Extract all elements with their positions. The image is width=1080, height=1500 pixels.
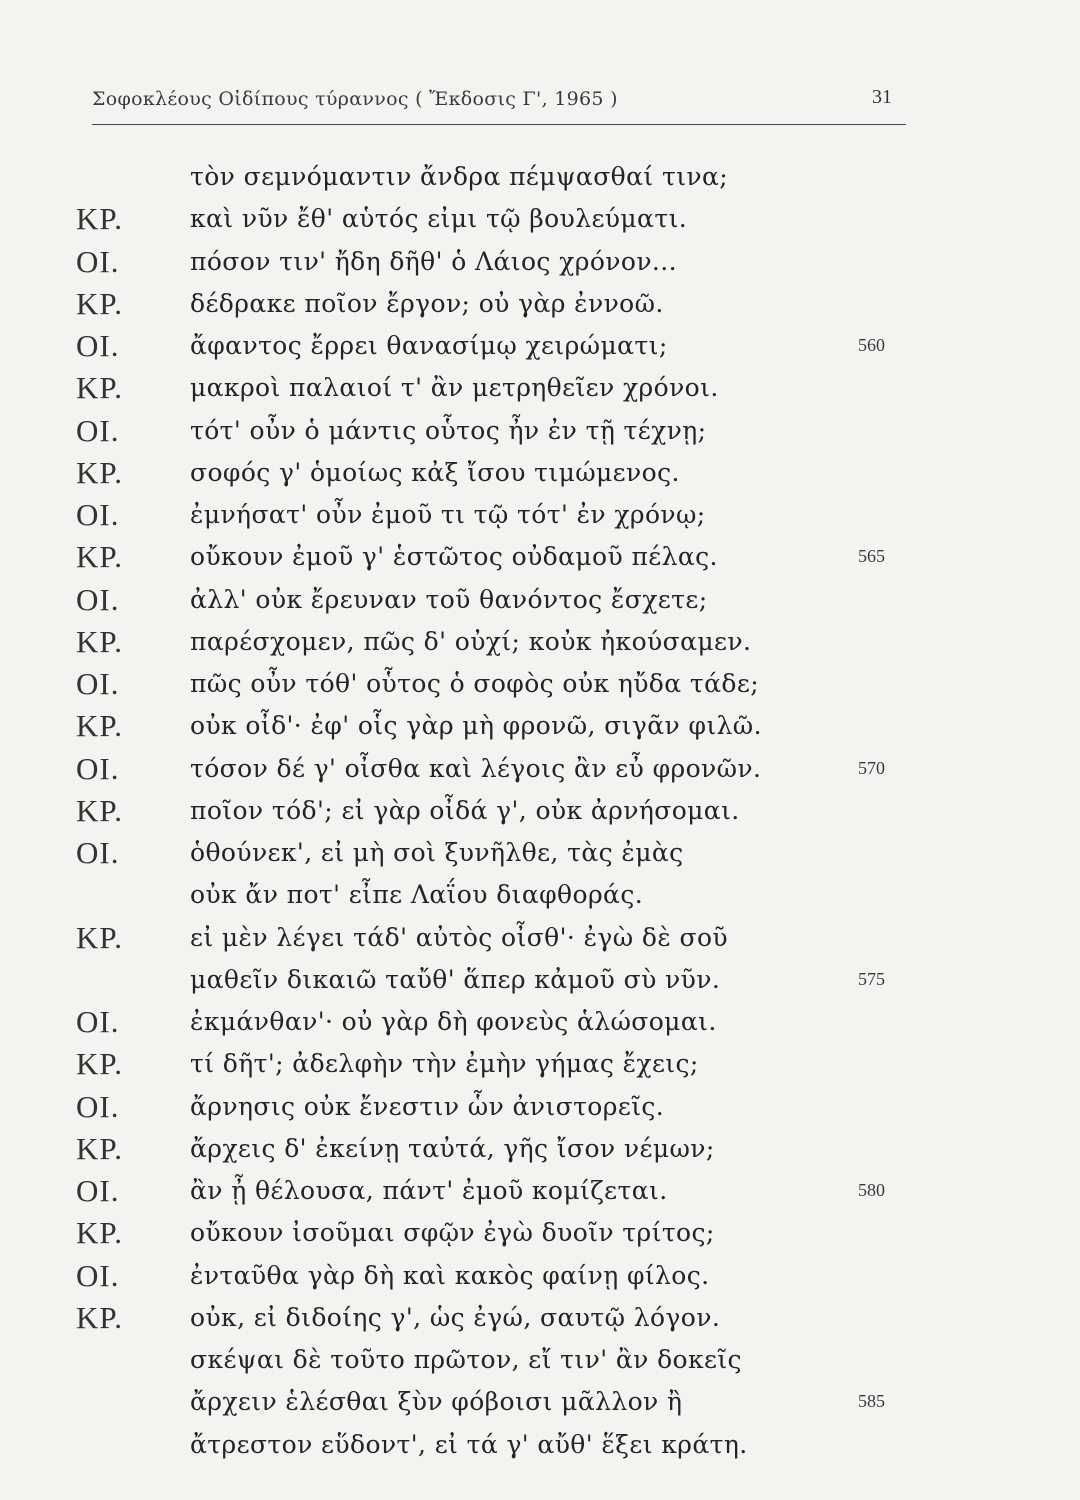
speaker-label: ΚΡ.: [76, 201, 123, 237]
speaker-label: ΚΡ.: [76, 285, 123, 321]
verse-text: ἐνταῦθα γὰρ δὴ καὶ κακὸς φαίνῃ φίλος.: [190, 1260, 710, 1290]
verse-text: τότ' οὖν ὁ μάντις οὗτος ἦν ἐν τῇ τέχνῃ;: [190, 415, 707, 445]
verse-text: σκέψαι δὲ τοῦτο πρῶτον, εἴ τιν' ἂν δοκεῖς: [190, 1345, 742, 1374]
verse-line: [0, 536, 1080, 578]
verse-line: [0, 959, 1080, 1001]
verse-text: καὶ νῦν ἔθ' αὑτός εἰμι τῷ βουλεύματι.: [190, 204, 688, 234]
verse-line: [0, 663, 1080, 705]
speaker-label: ΚΡ.: [76, 623, 123, 659]
speaker-label: ΟΙ.: [76, 666, 120, 701]
verse-line: [0, 917, 1080, 959]
speaker-label: ΚΡ.: [76, 1046, 123, 1082]
verse-line: [0, 156, 1080, 198]
verse-text: ἄρνησις οὐκ ἔνεστιν ὧν ἀνιστορεῖς.: [190, 1091, 665, 1121]
speaker-label: ΚΡ.: [76, 919, 123, 955]
verse-line: [0, 283, 1080, 325]
verse-line: [0, 790, 1080, 832]
verse-text: παρέσχομεν, πῶς δ' οὐχί; κοὐκ ἠκούσαμεν.: [190, 626, 752, 656]
line-number: 575: [858, 968, 885, 989]
verse-text: εἰ μὲν λέγει τάδ' αὐτὸς οἶσθ'· ἐγὼ δὲ σοῦ: [190, 922, 728, 952]
verse-text: ἐμνήσατ' οὖν ἐμοῦ τι τῷ τότ' ἐν χρόνῳ;: [190, 500, 706, 529]
verse-text: ἐκμάνθαν'· οὐ γὰρ δὴ φονεὺς ἁλώσομαι.: [190, 1007, 717, 1036]
speaker-label: ΟΙ.: [76, 1004, 120, 1039]
speaker-label: ΟΙ.: [76, 1173, 120, 1208]
verse-text: οὐκ οἶδ'· ἐφ' οἷς γὰρ μὴ φρονῶ, σιγᾶν φιλῶ.: [190, 711, 762, 741]
verse-line: [0, 832, 1080, 874]
verse-text: ὁθούνεκ', εἰ μὴ σοὶ ξυνῆλθε, τὰς ἐμὰς: [190, 838, 684, 867]
speaker-label: ΚΡ.: [76, 1215, 123, 1251]
verse-line: [0, 1212, 1080, 1254]
verse-text: μαθεῖν δικαιῶ ταὔθ' ἅπερ κἀμοῦ σὺ νῦν.: [190, 964, 721, 994]
line-number: 580: [858, 1180, 885, 1200]
verse-text: ἄτρεστον εὕδοντ', εἰ τά γ' αὔθ' ἕξει κράτη.: [190, 1429, 748, 1459]
verse-line: [0, 1339, 1080, 1381]
speaker-label: ΟΙ.: [76, 835, 120, 870]
verse-text: οὐκ ἄν ποτ' εἶπε Λαΐου διαφθοράς.: [190, 880, 644, 910]
speaker-label: ΟΙ.: [76, 1088, 120, 1124]
speaker-label: ΚΡ.: [76, 792, 123, 828]
verse-text: οὔκουν ἐμοῦ γ' ἑστῶτος οὐδαμοῦ πέλας.: [190, 542, 718, 572]
verse-line: [0, 1043, 1080, 1085]
speaker-label: ΚΡ.: [76, 708, 123, 744]
verse-text: οὐκ, εἰ διδοίης γ', ὡς ἐγώ, σαυτῷ λόγον.: [190, 1302, 721, 1332]
verse-text: ἄρχεις δ' ἐκείνῃ ταὐτά, γῆς ἴσον νέμων;: [190, 1133, 715, 1163]
speaker-label: ΟΙ.: [76, 497, 120, 532]
speaker-label: ΚΡ.: [76, 539, 123, 575]
line-number: 565: [858, 546, 885, 567]
verse-line: [0, 748, 1080, 790]
verse-lines: [0, 156, 1080, 1466]
speaker-label: ΟΙ.: [76, 581, 120, 617]
verse-text: ἄφαντος ἔρρει θανασίμῳ χειρώματι;: [190, 331, 668, 360]
verse-text: δέδρακε ποῖον ἔργον; οὐ γὰρ ἐννοῶ.: [190, 288, 664, 318]
verse-text: σοφός γ' ὁμοίως κἀξ ἴσου τιμώμενος.: [190, 457, 680, 487]
speaker-label: ΟΙ.: [76, 328, 120, 363]
header-rule: [92, 124, 906, 125]
verse-line: [0, 1170, 1080, 1212]
verse-line: [0, 1297, 1080, 1339]
running-title: Σοφοκλέους Οἰδίπους τύραννος ( Ἔκδοσις Γ', 1965 ): [92, 88, 618, 110]
speaker-label: ΟΙ.: [76, 243, 120, 279]
line-number: 585: [858, 1391, 885, 1412]
verse-line: [0, 874, 1080, 916]
verse-line: [0, 1381, 1080, 1423]
verse-line: [0, 198, 1080, 240]
speaker-label: ΚΡ.: [76, 370, 123, 406]
speaker-label: ΟΙ.: [76, 750, 120, 786]
verse-line: [0, 367, 1080, 409]
speaker-label: ΚΡ.: [76, 1299, 123, 1335]
verse-line: [0, 579, 1080, 621]
line-number: 560: [858, 335, 885, 355]
line-number: 570: [858, 757, 885, 778]
verse-line: [0, 1128, 1080, 1170]
verse-text: ἂν ᾖ θέλουσα, πάντ' ἐμοῦ κομίζεται.: [190, 1176, 668, 1205]
verse-text: οὔκουν ἰσοῦμαι σφῷν ἐγὼ δυοῖν τρίτος;: [190, 1218, 715, 1248]
speaker-label: ΟΙ.: [76, 412, 120, 448]
verse-line: [0, 1086, 1080, 1128]
verse-text: μακροὶ παλαιοί τ' ἂν μετρηθεῖεν χρόνοι.: [190, 373, 719, 403]
verse-text: τί δῆτ'; ἀδελφὴν τὴν ἐμὴν γήμας ἔχεις;: [190, 1049, 699, 1079]
verse-text: τόσον δέ γ' οἶσθα καὶ λέγοις ἂν εὖ φρονῶν.: [190, 753, 762, 783]
verse-text: ἄρχειν ἑλέσθαι ξὺν φόβοισι μᾶλλον ἢ: [190, 1387, 683, 1417]
verse-text: ποῖον τόδ'; εἰ γὰρ οἶδά γ', οὐκ ἀρνήσομαι.: [190, 795, 740, 825]
verse-line: [0, 621, 1080, 663]
verse-line: [0, 1424, 1080, 1466]
verse-text: πόσον τιν' ἤδη δῆθ' ὁ Λάιος χρόνον...: [190, 246, 677, 276]
verse-text: τὸν σεμνόμαντιν ἄνδρα πέμψασθαί τινα;: [190, 162, 729, 191]
verse-line: [0, 410, 1080, 452]
verse-line: [0, 241, 1080, 283]
verse-line: [0, 705, 1080, 747]
speaker-label: ΚΡ.: [76, 1130, 123, 1166]
verse-line: [0, 452, 1080, 494]
verse-line: [0, 1255, 1080, 1297]
speaker-label: ΟΙ.: [76, 1257, 120, 1293]
verse-text: πῶς οὖν τόθ' οὗτος ὁ σοφὸς οὐκ ηὔδα τάδε;: [190, 669, 760, 698]
verse-text: ἀλλ' οὐκ ἔρευναν τοῦ θανόντος ἔσχετε;: [190, 584, 708, 614]
speaker-label: ΚΡ.: [76, 454, 123, 490]
verse-line: [0, 494, 1080, 536]
verse-line: [0, 1001, 1080, 1043]
page-number: 31: [872, 86, 892, 108]
verse-line: [0, 325, 1080, 367]
